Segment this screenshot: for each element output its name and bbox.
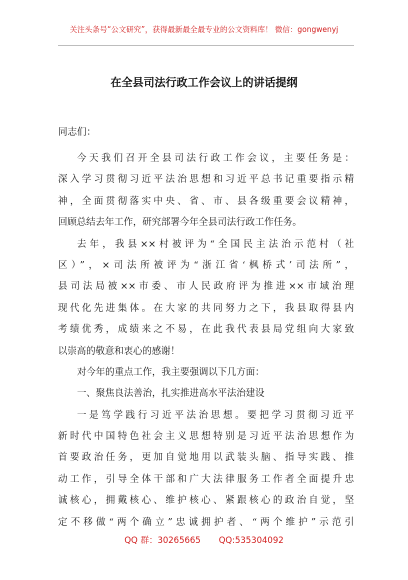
footer-contact xyxy=(0,534,408,546)
body-line: 考绩优秀，成绩来之不易，在此我代表县局党组向大家致 xyxy=(58,324,354,336)
document-body xyxy=(58,148,354,533)
header-divider xyxy=(58,45,354,46)
body-line: 县司法局被××市委、市人民政府评为推进××市域治理 xyxy=(58,281,354,293)
body-line: 回顾总结去年工作，研究部署今年全县司法行政工作任务。 xyxy=(58,217,302,229)
section-heading: 一、聚焦良法善治，扎实推进高水平法治建设 xyxy=(77,388,265,400)
footer-qq-number: QQ:535304092 xyxy=(218,536,284,546)
body-line: 区）”，×司法所被评为“浙江省‘枫桥式’司法所”， xyxy=(58,259,354,271)
salutation: 同志们： xyxy=(58,127,97,138)
body-line: 动工作，引导全体干部和广大法律服务工作者全面提升忠 xyxy=(58,473,354,485)
document-title: 在全县司法行政工作会议上的讲话提纲 xyxy=(110,76,298,89)
body-line: 去年，我县××村被评为“全国民主法治示范村（社 xyxy=(77,238,354,250)
body-line: 对今年的重点工作，我主要强调以下几方面： xyxy=(77,366,265,378)
body-line: 今天我们召开全县司法行政工作会议，主要任务是： xyxy=(77,153,354,164)
body-line: 诚核心，拥戴核心、维护核心、紧跟核心的政治自觉，坚 xyxy=(58,495,354,507)
body-line: 神，全面贯彻落实中央、省、市、县各级重要会议精神， xyxy=(58,195,354,207)
footer-qq-group: QQ 群：30265665 xyxy=(124,536,201,546)
body-line: 新时代中国特色社会主义思想特别是习近平法治思想作为 xyxy=(58,431,354,443)
body-line: 现代化先进集体。在大家的共同努力之下，我县取得县内 xyxy=(58,302,354,314)
body-line: 定不移做“两个确立”忠诚拥护者、“两个维护”示范引 xyxy=(58,516,354,528)
body-line: 深入学习贯彻习近平法治思想和习近平总书记重要指示精 xyxy=(58,174,354,186)
body-line: 一是笃学践行习近平法治思想。要把学习贯彻习近平 xyxy=(77,409,354,421)
body-line: 以崇高的敬意和衷心的感谢！ xyxy=(58,345,180,357)
header-promo-text: 关注头条号“公文研究”，获得最新最全最专业的公文资料库！ 微信：gongwenyj xyxy=(69,25,339,34)
body-line: 首要政治任务，更加自觉地用以武装头脑、指导实践、推 xyxy=(58,452,354,464)
